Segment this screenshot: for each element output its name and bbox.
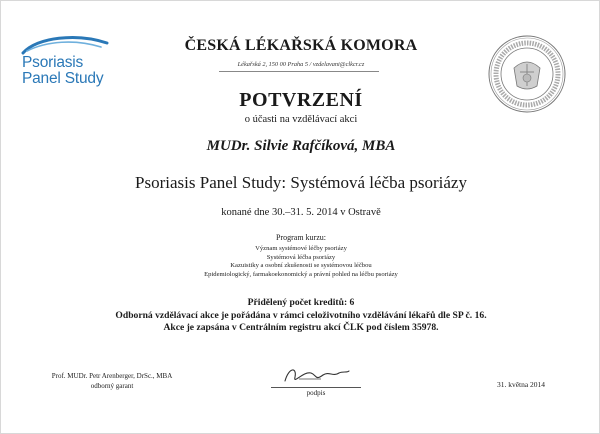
guarantor-name: Prof. MUDr. Petr Arenberger, DrSc., MBA [51, 372, 173, 380]
signature-block [271, 363, 361, 397]
signature-label: podpis [306, 389, 326, 397]
participant-name: MUDr. Silvie Rafčíková, MBA [206, 138, 396, 154]
program-item: Epidemiologický, farmakoekonomický a právní pohled na léčbu psoriázy [204, 270, 398, 278]
issue-date: 31. května 2014 [496, 380, 546, 389]
program-list [1, 245, 600, 279]
program-item: Kazuistiky a osobní zkušenosti se systémovou léčbou [230, 262, 372, 270]
header-divider [219, 71, 379, 72]
logo-text-line1: Psoriasis [22, 54, 84, 71]
event-title: Psoriasis Panel Study: Systémová léčba psoriázy [135, 173, 467, 192]
credits-registry-note: Akce je zapsána v Centrálním registru akcí ČLK pod číslem 35978. [163, 322, 439, 333]
logo-text-line2: Panel Study [22, 70, 104, 87]
header-address: Lékařská 2, 150 00 Praha 5 / vzdelavani@clkcr.cz [237, 61, 365, 68]
credits-program-note: Odborná vzdělávací akce je pořádána v rámci celoživotního vzdělávání lékařů dle SP č. 16. [115, 309, 487, 321]
header-title: ČESKÁ LÉKAŘSKÁ KOMORA [184, 37, 418, 54]
certificate-heading: POTVRZENÍ [239, 89, 363, 111]
guarantor-block [37, 371, 187, 391]
program-label: Program kurzu: [276, 233, 326, 242]
signature-line [271, 387, 361, 388]
guarantor-role: odborný garant [90, 382, 134, 390]
credits-count: Přidělený počet kreditů: 6 [247, 297, 355, 308]
credits-block [1, 297, 600, 335]
event-date: konané dne 30.–31. 5. 2014 v Ostravě [221, 207, 381, 218]
certificate-subheading: o účasti na vzdělávací akci [244, 114, 358, 125]
program-item: Systémová léčba psoriázy [266, 253, 336, 261]
handwritten-signature [281, 363, 351, 387]
program-item: Význam systémové léčby psoriázy [255, 245, 347, 252]
